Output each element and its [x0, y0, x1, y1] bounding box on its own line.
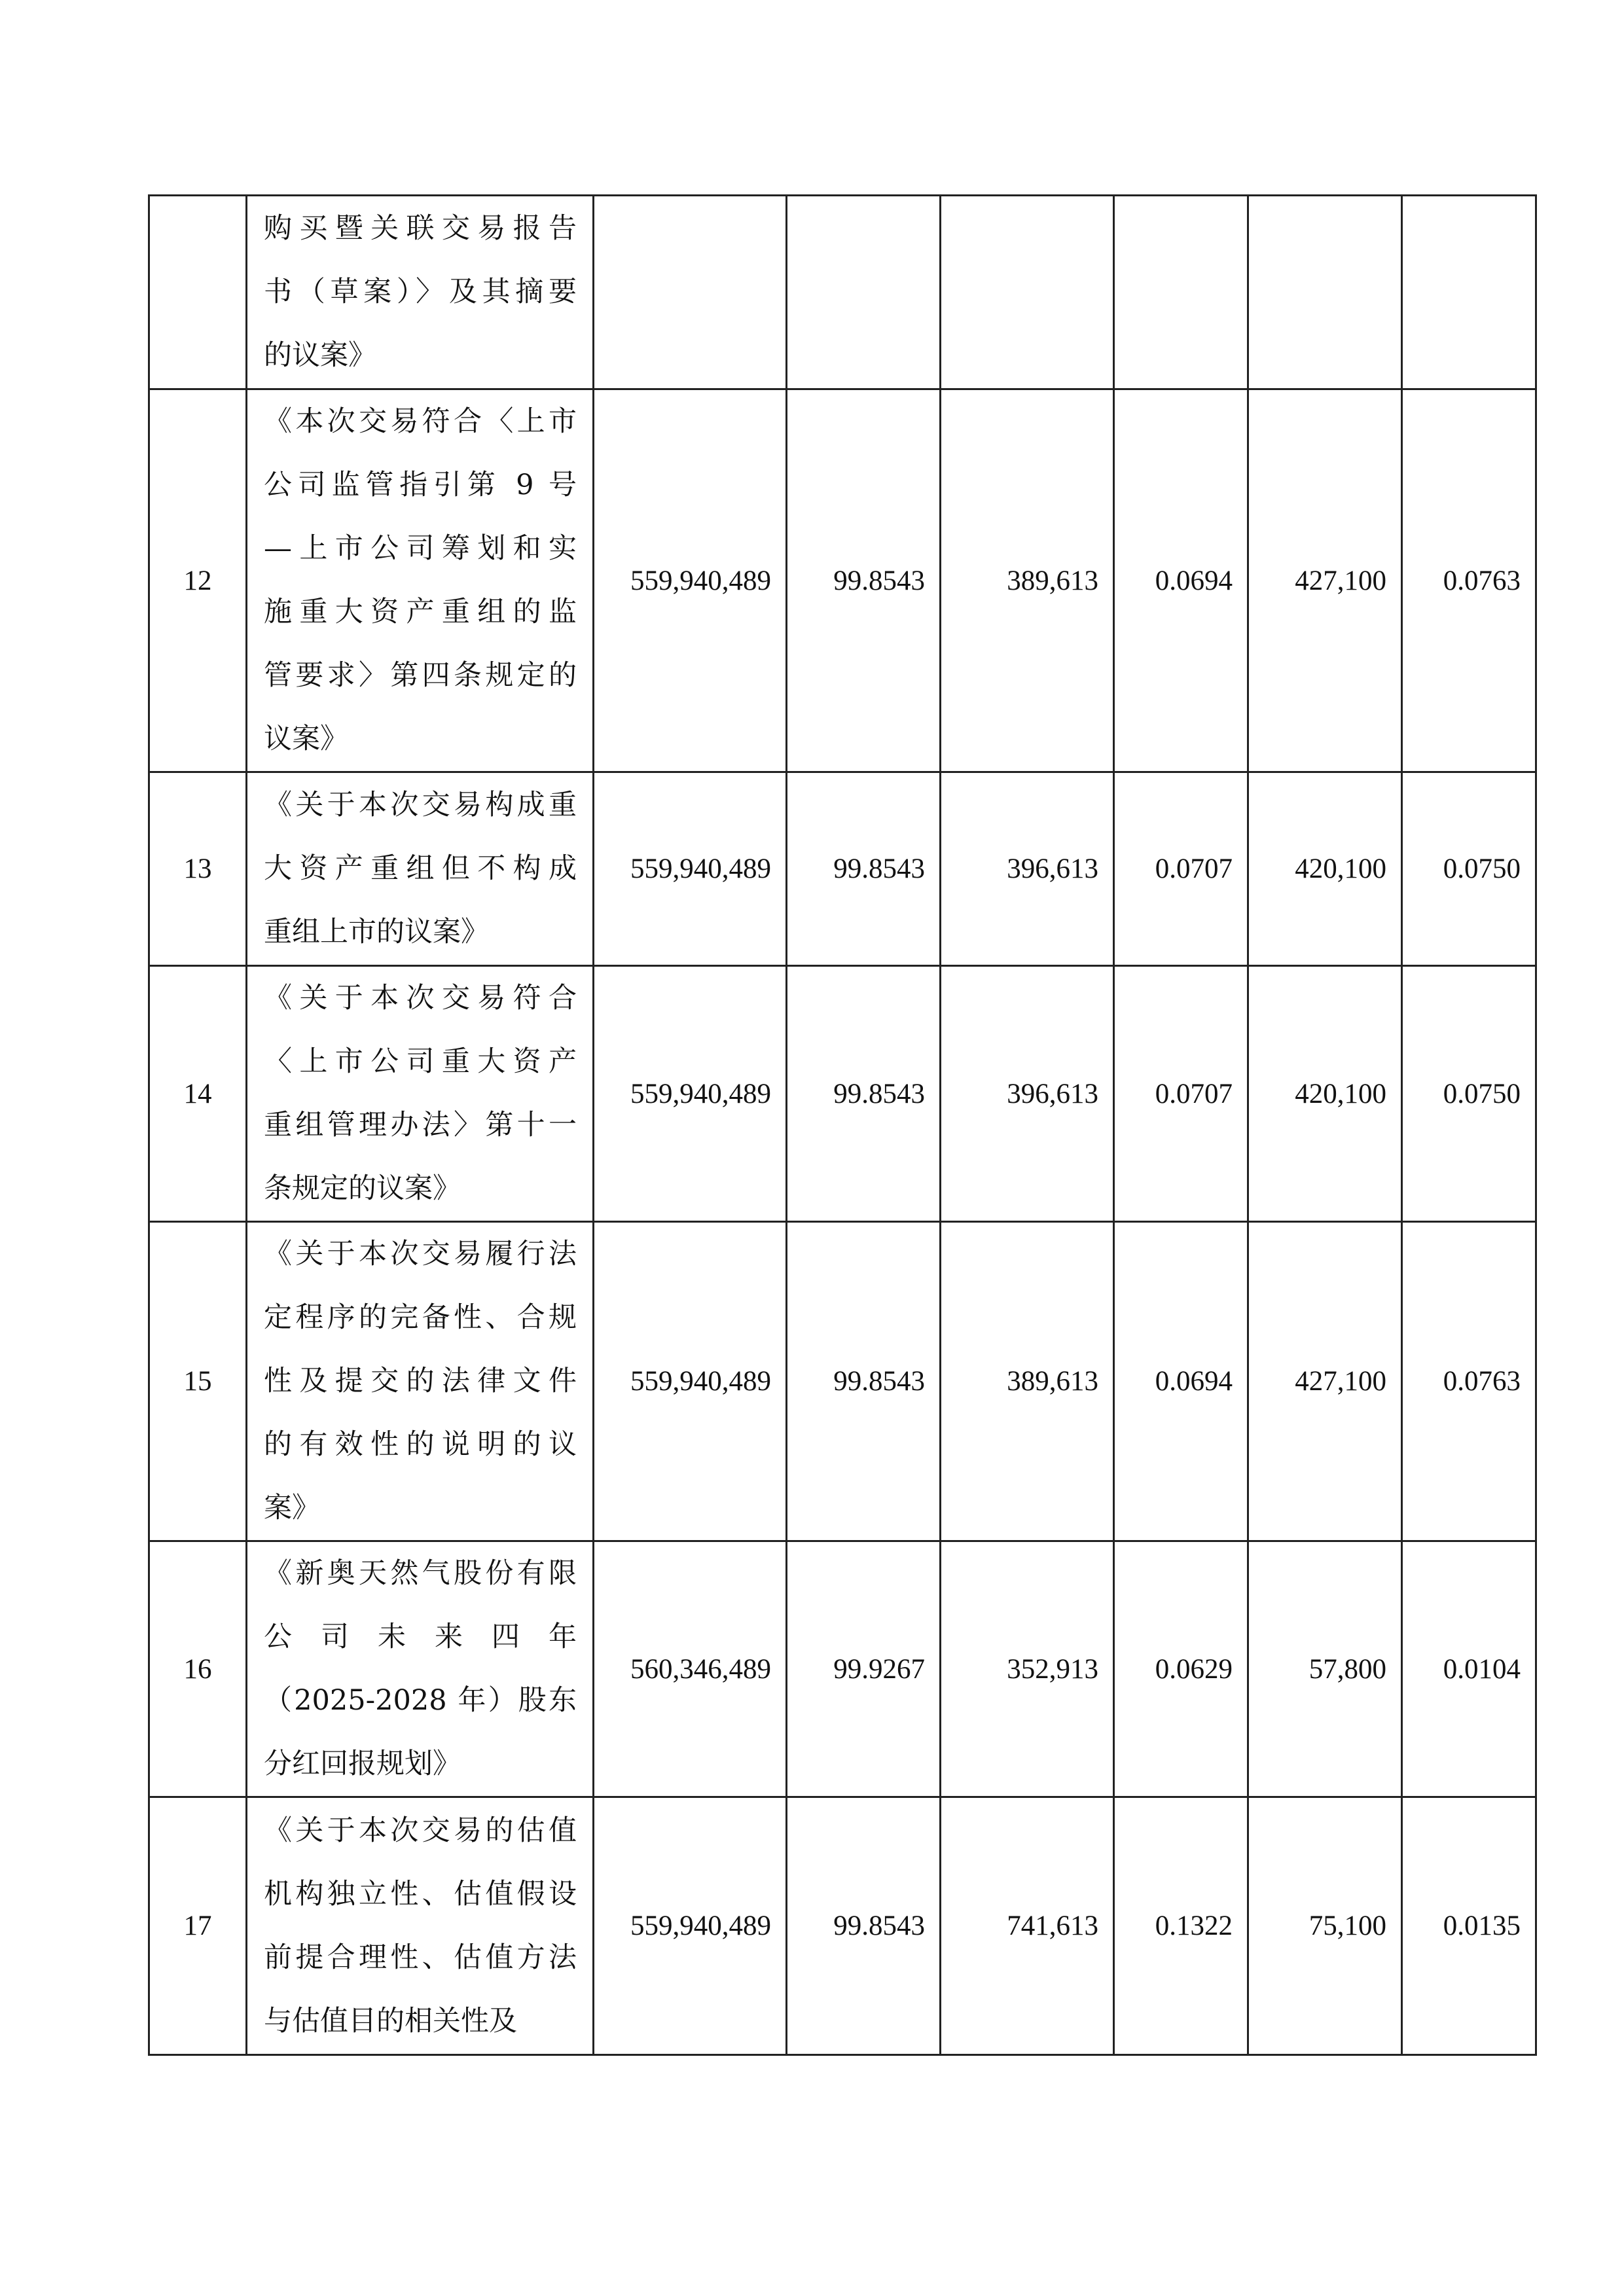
- proposal-name-line: 《关于本次交易构成重: [264, 789, 577, 821]
- abstain-shares: 420,100: [1248, 772, 1402, 966]
- proposal-name-line: 〈上市公司重大资产: [264, 1045, 577, 1078]
- proposal-name-line: 管要求〉第四条规定的: [264, 659, 577, 692]
- table-row: [149, 1541, 1536, 1797]
- oppose-percent: 0.0707: [1114, 772, 1248, 966]
- oppose-percent: 0.0694: [1114, 389, 1248, 772]
- voting-results-table: [148, 194, 1537, 2056]
- agree-shares: 559,940,489: [594, 1222, 787, 1541]
- proposal-name-line: 议案》: [264, 723, 348, 755]
- oppose-shares: 396,613: [941, 772, 1114, 966]
- oppose-percent: 0.1322: [1114, 1797, 1248, 2055]
- item-number: 14: [149, 966, 247, 1222]
- agree-percent: 99.8543: [787, 772, 941, 966]
- proposal-name-line: 《关于本次交易履行法: [264, 1238, 577, 1270]
- proposal-name: [247, 772, 594, 966]
- proposal-name-line: 公司监管指引第 9 号: [264, 469, 577, 501]
- proposal-name: [247, 389, 594, 772]
- item-number: [149, 196, 247, 389]
- oppose-shares: 396,613: [941, 966, 1114, 1222]
- item-number: 17: [149, 1797, 247, 2055]
- table-row: [149, 389, 1536, 772]
- table-row: [149, 1222, 1536, 1541]
- proposal-name-line: 性及提交的法律文件: [264, 1365, 577, 1397]
- agree-shares: 559,940,489: [594, 389, 787, 772]
- proposal-name-line: 分红回报规划》: [264, 1748, 461, 1780]
- proposal-name: [247, 966, 594, 1222]
- agree-percent: 99.8543: [787, 1797, 941, 2055]
- table-body: [149, 196, 1536, 2055]
- abstain-percent: 0.0750: [1402, 772, 1536, 966]
- oppose-shares: [941, 196, 1114, 389]
- oppose-shares: 741,613: [941, 1797, 1114, 2055]
- proposal-name-line: 重组上市的议案》: [264, 916, 489, 948]
- agree-percent: 99.8543: [787, 966, 941, 1222]
- proposal-name: [247, 1541, 594, 1797]
- agree-shares: 559,940,489: [594, 1797, 787, 2055]
- table-row: [149, 966, 1536, 1222]
- proposal-name-line: 重组管理办法〉第十一: [264, 1109, 577, 1141]
- abstain-percent: 0.0750: [1402, 966, 1536, 1222]
- abstain-shares: [1248, 196, 1402, 389]
- agree-percent: 99.8543: [787, 389, 941, 772]
- oppose-percent: 0.0707: [1114, 966, 1248, 1222]
- proposal-name-line: （2025-2028 年）股东: [264, 1684, 577, 1717]
- proposal-name-line: 案》: [264, 1492, 320, 1524]
- proposal-name-line: 定程序的完备性、合规: [264, 1301, 577, 1334]
- abstain-percent: 0.0763: [1402, 1222, 1536, 1541]
- table-row: [149, 196, 1536, 389]
- abstain-shares: 420,100: [1248, 966, 1402, 1222]
- proposal-name-line: 施重大资产重组的监: [264, 596, 577, 628]
- proposal-name: [247, 196, 594, 389]
- proposal-name-line: 机构独立性、估值假设: [264, 1877, 577, 1910]
- proposal-name-line: 前提合理性、估值方法: [264, 1941, 577, 1974]
- proposal-name-line: 《关于本次交易符合: [264, 982, 577, 1014]
- proposal-name: [247, 1797, 594, 2055]
- proposal-name-line: 的议案》: [264, 339, 376, 372]
- oppose-percent: 0.0694: [1114, 1222, 1248, 1541]
- oppose-shares: 389,613: [941, 1222, 1114, 1541]
- proposal-name-line: 大资产重组但不构成: [264, 852, 577, 885]
- item-number: 15: [149, 1222, 247, 1541]
- oppose-shares: 352,913: [941, 1541, 1114, 1797]
- agree-shares: 559,940,489: [594, 772, 787, 966]
- abstain-percent: 0.0135: [1402, 1797, 1536, 2055]
- item-number: 16: [149, 1541, 247, 1797]
- proposal-name-line: 条规定的议案》: [264, 1172, 461, 1205]
- proposal-name-line: 《本次交易符合〈上市: [264, 405, 577, 438]
- agree-percent: 99.9267: [787, 1541, 941, 1797]
- item-number: 12: [149, 389, 247, 772]
- proposal-name-line: 《新奥天然气股份有限: [264, 1557, 577, 1590]
- oppose-shares: 389,613: [941, 389, 1114, 772]
- proposal-name: [247, 1222, 594, 1541]
- abstain-shares: 75,100: [1248, 1797, 1402, 2055]
- oppose-percent: 0.0629: [1114, 1541, 1248, 1797]
- abstain-shares: 427,100: [1248, 1222, 1402, 1541]
- abstain-shares: 57,800: [1248, 1541, 1402, 1797]
- abstain-percent: [1402, 196, 1536, 389]
- agree-percent: 99.8543: [787, 1222, 941, 1541]
- agree-shares: 559,940,489: [594, 966, 787, 1222]
- proposal-name-line: —上市公司筹划和实: [264, 532, 577, 565]
- agree-shares: [594, 196, 787, 389]
- abstain-percent: 0.0763: [1402, 389, 1536, 772]
- item-number: 13: [149, 772, 247, 966]
- proposal-name-line: 与估值目的相关性及: [264, 2004, 517, 2037]
- proposal-name-line: 公 司 未 来 四 年: [264, 1621, 577, 1653]
- proposal-name-line: 书（草案）〉及其摘要: [264, 276, 577, 308]
- abstain-shares: 427,100: [1248, 389, 1402, 772]
- abstain-percent: 0.0104: [1402, 1541, 1536, 1797]
- agree-shares: 560,346,489: [594, 1541, 787, 1797]
- proposal-name-line: 《关于本次交易的估值: [264, 1814, 577, 1847]
- proposal-name-line: 的有效性的说明的议: [264, 1428, 577, 1461]
- proposal-name-line: 购买暨关联交易报告: [264, 212, 577, 245]
- table-row: [149, 1797, 1536, 2055]
- table-row: [149, 772, 1536, 966]
- agree-percent: [787, 196, 941, 389]
- oppose-percent: [1114, 196, 1248, 389]
